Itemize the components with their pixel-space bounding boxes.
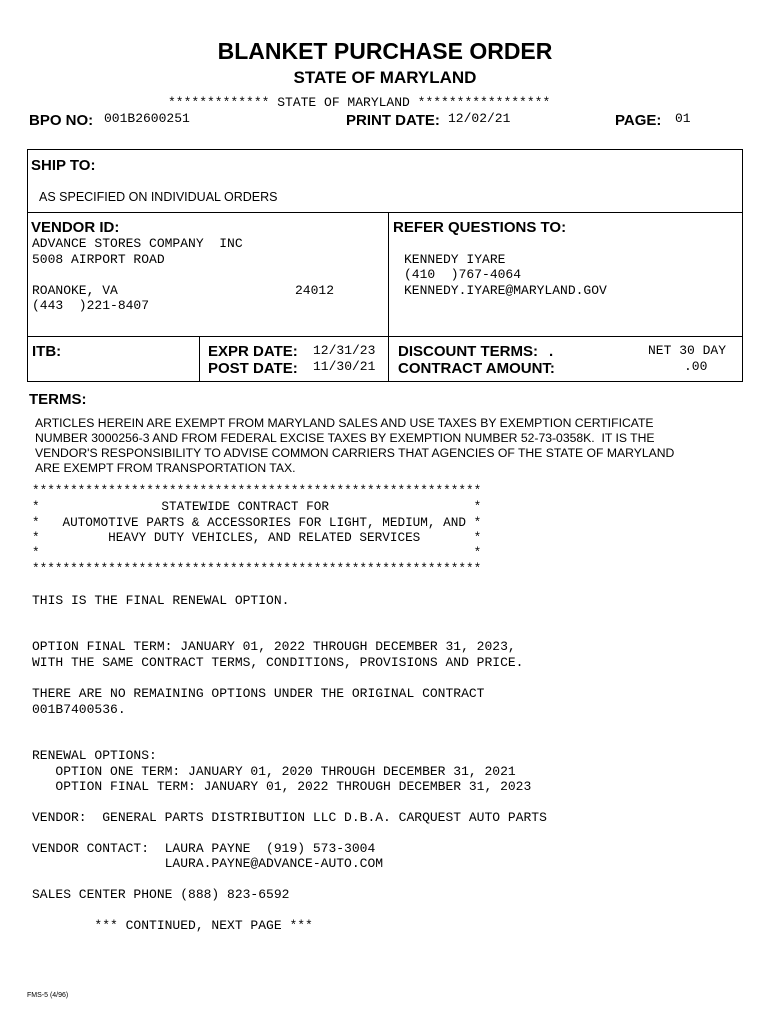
banner-line: * HEAVY DUTY VEHICLES, AND RELATED SERVICES * <box>32 530 482 545</box>
expr-date-label: EXPR DATE: <box>208 343 298 360</box>
refer-label: REFER QUESTIONS TO: <box>393 219 567 236</box>
renewal-options-header: RENEWAL OPTIONS: <box>32 748 157 763</box>
vendor-name: ADVANCE STORES COMPANY INC <box>32 236 243 251</box>
refer-phone: (410 )767-4064 <box>404 267 522 282</box>
vendor-box <box>27 212 743 337</box>
terms-line: ARE EXEMPT FROM TRANSPORTATION TAX. <box>35 461 296 475</box>
page-number: 01 <box>675 111 691 126</box>
vendor-id-label: VENDOR ID: <box>31 219 120 236</box>
contract-amount-value: .00 <box>684 359 708 374</box>
bpo-number: 001B2600251 <box>104 111 190 126</box>
vendor-line: VENDOR: GENERAL PARTS DISTRIBUTION LLC D.B.A. CARQUEST AUTO PARTS <box>32 810 547 825</box>
banner-line: * AUTOMOTIVE PARTS & ACCESSORIES FOR LIGHT, MEDIUM, AND * <box>32 515 482 530</box>
refer-email: KENNEDY.IYARE@MARYLAND.GOV <box>404 283 607 298</box>
banner-line: * * <box>32 545 482 560</box>
itb-label: ITB: <box>32 343 62 360</box>
no-remaining-text: 001B7400536. <box>32 702 126 717</box>
terms-label: TERMS: <box>29 391 87 408</box>
banner-line: *********************************************************** <box>32 561 482 576</box>
discount-terms-label: DISCOUNT TERMS: <box>398 343 538 360</box>
terms-line: VENDOR'S RESPONSIBILITY TO ADVISE COMMON CARRIERS THAT AGENCIES OF THE STATE OF MARYLAND <box>35 446 675 460</box>
refer-name: KENNEDY IYARE <box>404 252 506 267</box>
banner-line: * STATEWIDE CONTRACT FOR * <box>32 499 482 514</box>
sales-center-phone: SALES CENTER PHONE (888) 823-6592 <box>32 887 290 902</box>
no-remaining-text: THERE ARE NO REMAINING OPTIONS UNDER THE ORIGINAL CONTRACT <box>32 686 485 701</box>
option-final-text: WITH THE SAME CONTRACT TERMS, CONDITIONS, PROVISIONS AND PRICE. <box>32 655 524 670</box>
net-terms-value: NET 30 DAY <box>648 343 727 358</box>
document-title: BLANKET PURCHASE ORDER <box>217 38 553 64</box>
banner-line: *********************************************************** <box>32 483 482 498</box>
vendor-contact: VENDOR CONTACT: LAURA PAYNE (919) 573-3004 <box>32 841 376 856</box>
print-date-value: 12/02/21 <box>448 111 511 126</box>
document-subtitle: STATE OF MARYLAND <box>293 68 477 87</box>
page-label: PAGE: <box>615 112 662 129</box>
ship-to-value: AS SPECIFIED ON INDIVIDUAL ORDERS <box>39 190 278 204</box>
info-box <box>27 336 743 382</box>
continued-note: *** CONTINUED, NEXT PAGE *** <box>32 918 313 933</box>
state-stars-line: ************* STATE OF MARYLAND ***************** <box>168 95 551 110</box>
post-date-value: 11/30/21 <box>313 359 376 374</box>
vendor-city: ROANOKE, VA <box>32 283 118 298</box>
bpo-label: BPO NO: <box>29 112 94 129</box>
option-final-text: OPTION FINAL TERM: JANUARY 01, 2022 THROUGH DECEMBER 31, 2023, <box>32 639 516 654</box>
renewal-option: OPTION FINAL TERM: JANUARY 01, 2022 THROUGH DECEMBER 31, 2023 <box>32 779 532 794</box>
discount-terms-value: . <box>549 343 554 360</box>
info-divider-1 <box>199 336 200 382</box>
contract-amount-label: CONTRACT AMOUNT: <box>398 360 555 377</box>
vendor-address: 5008 AIRPORT ROAD <box>32 252 165 267</box>
ship-to-label: SHIP TO: <box>31 157 96 174</box>
print-date-label: PRINT DATE: <box>346 112 440 129</box>
terms-line: ARTICLES HEREIN ARE EXEMPT FROM MARYLAND SALES AND USE TAXES BY EXEMPTION CERTIFICATE <box>35 416 654 430</box>
terms-line: NUMBER 3000256-3 AND FROM FEDERAL EXCISE TAXES BY EXEMPTION NUMBER 52-73-0358K. IT IS THE <box>35 431 655 445</box>
post-date-label: POST DATE: <box>208 360 298 377</box>
vendor-zip: 24012 <box>295 283 335 298</box>
form-id: FMS-5 (4/96) <box>27 992 69 999</box>
vendor-divider <box>388 212 389 337</box>
expr-date-value: 12/31/23 <box>313 343 376 358</box>
final-renewal-text: THIS IS THE FINAL RENEWAL OPTION. <box>32 593 290 608</box>
info-divider-2 <box>388 336 389 382</box>
vendor-phone: (443 )221-8407 <box>32 298 150 313</box>
renewal-option: OPTION ONE TERM: JANUARY 01, 2020 THROUGH DECEMBER 31, 2021 <box>32 764 516 779</box>
vendor-contact-email: LAURA.PAYNE@ADVANCE-AUTO.COM <box>32 856 384 871</box>
